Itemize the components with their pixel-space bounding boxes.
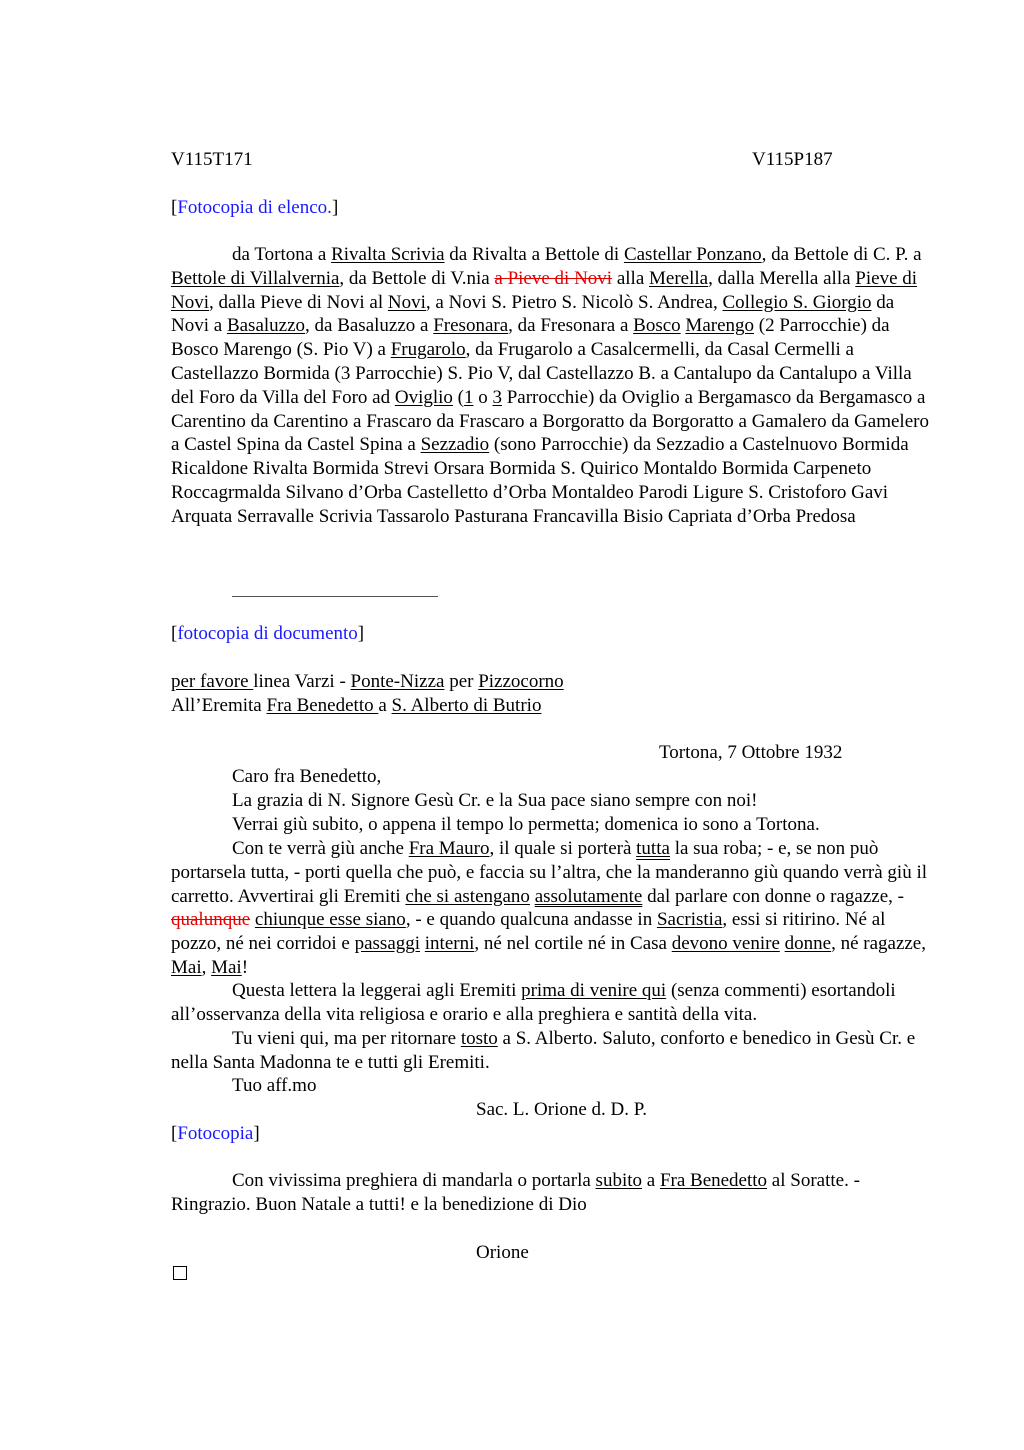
letter-signature: Sac. L. Orione d. D. P. <box>476 1099 647 1120</box>
letter-paragraph-4: Questa lettera la leggerai agli Eremiti prima di venire qui (senza commenti) esortandoli all’osservanza della vita religiosa e orario e alla preghiera e santità della vita. <box>171 980 896 1025</box>
letter-salutation: Caro fra Benedetto, <box>232 766 382 787</box>
address-line-1: per favore linea Varzi - Ponte-Nizza per Pizzocorno <box>171 671 564 692</box>
editorial-note-list: [Fotocopia di elenco.] <box>171 197 339 218</box>
document-code-left: V115T171 <box>171 149 253 170</box>
editorial-note-photocopy: [Fotocopia] <box>171 1123 260 1144</box>
document-code-right: V115P187 <box>752 149 833 170</box>
letter-paragraph-2: Verrai giù subito, o appena il tempo lo permetta; domenica io sono a Tortona. <box>232 814 820 835</box>
letter-dateline: Tortona, 7 Ottobre 1932 <box>659 742 843 763</box>
itinerary-paragraph: da Tortona a Rivalta Scrivia da Rivalta a Bettole di Castellar Ponzano, da Bettole di C. P. a Bettole di Villalvernia, da Bettole di V.nia a Pieve di Novi alla Merella, dalla Merella alla Pieve di Novi, dalla Pieve di Novi al Novi, a Novi S. Pietro S. Nicolò S. Andrea, Collegio S. Giorgio da Novi a Basaluzzo, da Basaluzzo a Fresonara, da Fresonara a Bosco Marengo (2 Parrocchie) da Bosco Marengo (S. Pio V) a Frugarolo, da Frugarolo a Casalcermelli, da Casal Cermelli a Castellazzo Bormida (3 Parrocchie) S. Pio V, dal Castellazzo B. a Cantalupo da Cantalupo a Villa del Foro da Villa del Foro ad Oviglio (1 o 3 Parrocchie) da Oviglio a Bergamasco da Bergamasco a Carentino da Carentino a Frascaro da Frascaro a Borgoratto da Borgoratto a Gamalero da Gamelero a Castel Spina da Castel Spina a Sezzadio (sono Parrocchie) da Sezzadio a Castelnuovo Bormida Ricaldone Rivalta Bormida Strevi Orsara Bormida S. Quirico Montaldo Bormida Carpeneto Roccagrmalda Silvano d’Orba Castelletto d’Orba Montaldeo Parodi Ligure S. Cristoforo Gavi Arquata Serravalle Scrivia Tassarolo Pasturana Francavilla Bisio Capriata d’Orba Predosa <box>171 244 929 527</box>
postscript-signature: Orione <box>476 1242 529 1263</box>
letter-paragraph-1: La grazia di N. Signore Gesù Cr. e la Sua pace siano sempre con noi! <box>232 790 758 811</box>
letter-paragraph-5: Tu vieni qui, ma per ritornare tosto a S. Alberto. Saluto, conforto e benedico in Gesù Cr. e nella Santa Madonna te e tutti gli Eremiti. <box>171 1028 916 1073</box>
postscript-paragraph: Con vivissima preghiera di mandarla o portarla subito a Fra Benedetto al Soratte. - Ringrazio. Buon Natale a tutti! e la benedizione di Dio <box>171 1170 860 1215</box>
address-line-2: All’Eremita Fra Benedetto a S. Alberto di Butrio <box>171 695 542 716</box>
checkbox-square-icon <box>173 1266 187 1280</box>
letter-paragraph-3: Con te verrà giù anche Fra Mauro, il quale si porterà tutta la sua roba; - e, se non può portarsela tutta, - porti quella che può, e faccia su l’altra, che la manderanno giù quando verrà giù il carretto. Avvertirai gli Eremiti che si astengano assolutamente dal parlare con donne o ragazze, - qualunque chiunque esse siano, - e quando qualcuna andasse in Sacristia, essi si ritirino. Né al pozzo, né nei corridoi e passaggi interni, né nel cortile né in Casa devono venire donne, né ragazze, Mai, Mai! <box>171 838 928 978</box>
deleted-text: a Pieve di Novi <box>494 267 613 289</box>
deleted-text: qualunque <box>171 909 251 931</box>
separator-line <box>232 596 438 597</box>
editorial-note-document: [fotocopia di documento] <box>171 623 365 644</box>
letter-closing: Tuo aff.mo <box>232 1075 317 1096</box>
